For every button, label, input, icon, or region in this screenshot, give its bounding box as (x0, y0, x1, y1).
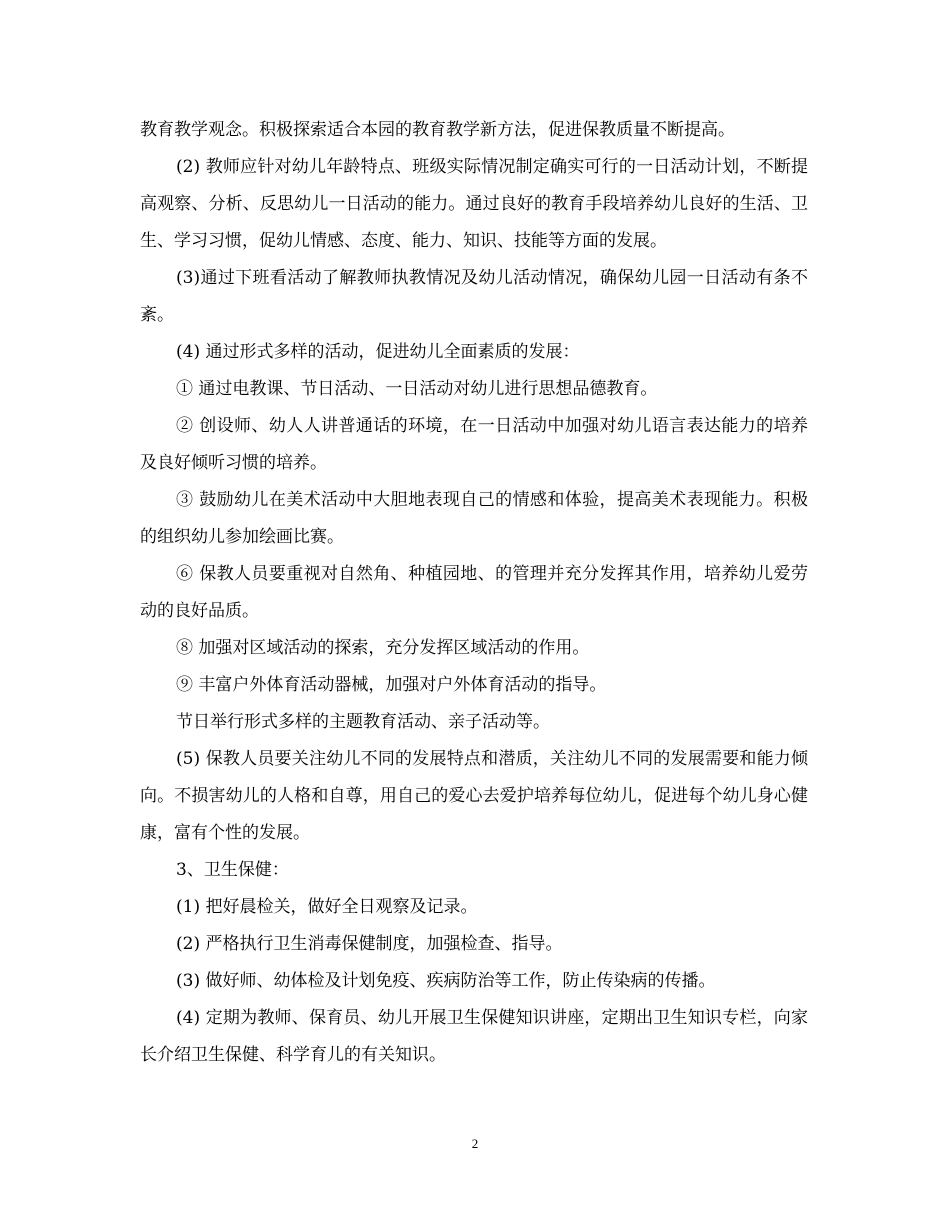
page-number: 2 (471, 1136, 479, 1151)
paragraph: (3)通过下班看活动了解教师执教情况及幼儿活动情况，确保幼儿园一日活动有条不紊。 (140, 268, 808, 325)
list-item: ⑨ 丰富户外体育活动器械，加强对户外体育活动的指导。 (176, 675, 607, 695)
paragraph: 教育教学观念。积极探索适合本园的教育教学新方法，促进保教质量不断提高。 (140, 120, 735, 140)
section-heading: 3、卫生保健： (176, 860, 289, 880)
paragraph: (5) 保教人员要关注幼儿不同的发展特点和潜质，关注幼儿不同的发展需要和能力倾向。不损害幼儿的人格和自尊，用自己的爱心去爱护培养每位幼儿，促进每个幼儿身心健康，富有个性的发展。 (140, 749, 808, 843)
list-item: ① 通过电教课、节日活动、一日活动对幼儿进行思想品德教育。 (176, 379, 658, 399)
document-body (140, 112, 808, 1074)
list-item: (3) 做好师、幼体检及计划免疫、疾病防治等工作，防止传染病的传播。 (176, 971, 716, 991)
list-item: (4) 定期为教师、保育员、幼儿开展卫生保健知识讲座，定期出卫生知识专栏，向家长介绍卫生保健、科学育儿的有关知识。 (140, 1008, 808, 1065)
list-item: ② 创设师、幼人人讲普通话的环境，在一日活动中加强对幼儿语言表达能力的培养及良好倾听习惯的培养。 (140, 416, 808, 473)
paragraph: (2) 教师应针对幼儿年龄特点、班级实际情况制定确实可行的一日活动计划，不断提高观察、分析、反思幼儿一日活动的能力。通过良好的教育手段培养幼儿良好的生活、卫生、学习习惯，促幼儿情感、态度、能力、知识、技能等方面的发展。 (140, 157, 808, 251)
list-item: ⑧ 加强对区域活动的探索，充分发挥区域活动的作用。 (176, 638, 590, 658)
list-item: ③ 鼓励幼儿在美术活动中大胆地表现自己的情感和体验，提高美术表现能力。积极的组织幼儿参加绘画比赛。 (140, 490, 808, 547)
paragraph: (4) 通过形式多样的活动，促进幼儿全面素质的发展： (176, 342, 580, 362)
paragraph: 节日举行形式多样的主题教育活动、亲子活动等。 (176, 712, 550, 732)
list-item: (1) 把好晨检关，做好全日观察及记录。 (176, 897, 478, 917)
list-item: ⑥ 保教人员要重视对自然角、种植园地、的管理并充分发挥其作用，培养幼儿爱劳动的良好品质。 (140, 564, 808, 621)
list-item: (2) 严格执行卫生消毒保健制度，加强检查、指导。 (176, 934, 563, 954)
